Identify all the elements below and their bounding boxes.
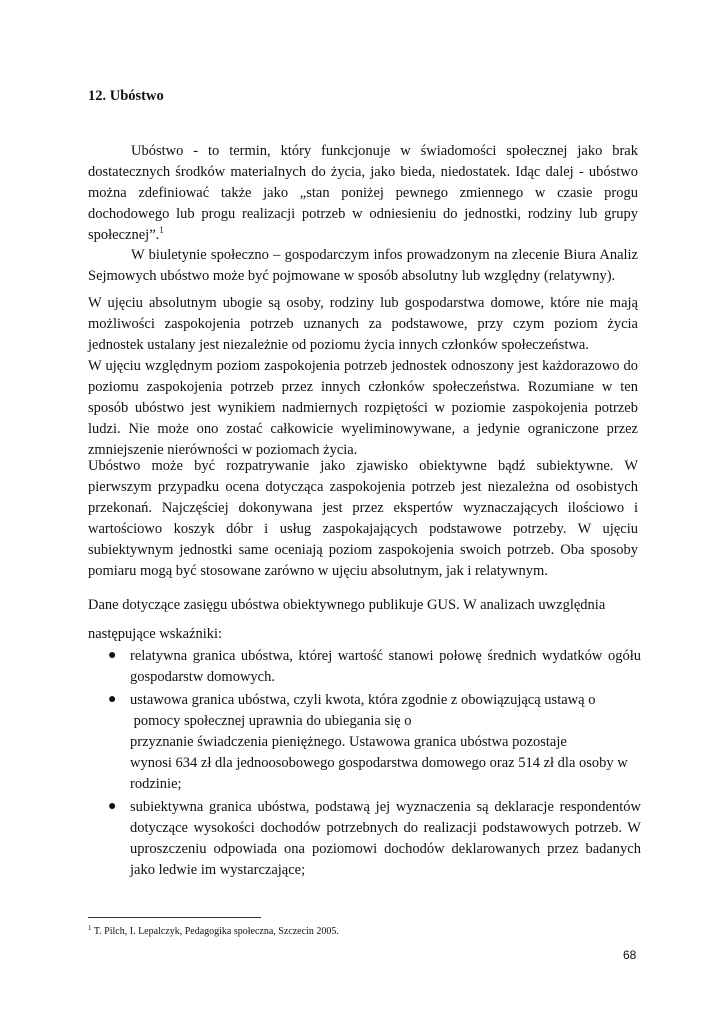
paragraph-definition xyxy=(88,141,638,246)
text-line: jako ledwie im wystarczające; xyxy=(130,862,306,878)
text-line: dostatecznych środków materialnych do życia, jako bieda, niedostatek. Idąc dalej - ubóstwo xyxy=(88,164,638,180)
text-line: Ubóstwo - to termin, który funkcjonuje w świadomości społecznej jako brak xyxy=(131,143,638,159)
text-line xyxy=(88,225,638,246)
text-line: rodzinie; xyxy=(130,776,182,792)
footnote-reference: 1 xyxy=(159,225,164,235)
text-line: dotyczące wysokości dochodów potrzebnych do realizacji podstawowych potrzeb. W xyxy=(130,820,641,836)
text-line: przyznanie świadczenia pieniężnego. Ustawowa granica ubóstwa pozostaje xyxy=(130,734,567,750)
footnote-number: 1 xyxy=(88,924,92,932)
text-line: wartościowo koszyk dóbr i usług zaspokajających podstawowe potrzeby. W ujęciu xyxy=(88,521,638,537)
text-line: jednostek ustalany jest niezależnie od poziomu życia innych członków społeczeństwa. xyxy=(88,337,589,353)
text-line: ludzi. Nie może ono zostać całkowicie wyeliminowywane, a jedynie ograniczone przez xyxy=(88,421,638,437)
text-line: gospodarstw domowych. xyxy=(130,669,275,685)
text-line: pomiaru mogą być stosowane zarówno w ujęciu absolutnym, jak i relatywnym. xyxy=(88,563,548,579)
page-number: 68 xyxy=(623,948,637,962)
text-line: W ujęciu absolutnym ubogie są osoby, rodziny lub gospodarstwa domowe, które nie mają xyxy=(88,295,638,311)
bullet-icon: ● xyxy=(108,692,117,707)
paragraph-relative xyxy=(88,356,638,461)
text-line: relatywna granica ubóstwa, której wartość stanowi połowę średnich wydatków ogółu xyxy=(130,648,641,664)
text-line: uproszczeniu odpowiada ona poziomowi dochodów deklarowanych przez badanych xyxy=(130,841,641,857)
text-span: społecznej”. xyxy=(88,227,160,243)
text-line: następujące wskaźniki: xyxy=(88,626,223,642)
text-line: Ubóstwo może być rozpatrywanie jako zjawisko obiektywne bądź subiektywne. W xyxy=(88,458,638,474)
paragraph-absolute xyxy=(88,293,638,356)
text-line: zmniejszenie nierówności w poziomach życia. xyxy=(88,442,358,458)
text-line: pomocy społecznej uprawnia do ubiegania się o xyxy=(130,713,412,729)
text-line: subiektywnym jednostki same oceniają poziom zaspokojenia swoich potrzeb. Oba sposoby xyxy=(88,542,638,558)
text-line: ustawowa granica ubóstwa, czyli kwota, która zgodnie z obowiązującą ustawą o xyxy=(130,692,596,708)
paragraph-indicators-intro xyxy=(88,624,638,645)
text-line: Dane dotyczące zasięgu ubóstwa obiektywnego publikuje GUS. W analizach uwzględnia xyxy=(88,597,606,613)
text-line: możliwości zaspokojenia potrzeb uznanych za podstawowe, przy czym poziom życia xyxy=(88,316,638,332)
text-line: wynosi 634 zł dla jednoosobowego gospodarstwa domowego oraz 514 zł dla osoby w xyxy=(130,755,628,771)
text-line: W biuletynie społeczno – gospodarczym infos prowadzonym na zlecenie Biura Analiz xyxy=(131,247,638,263)
text-line: sposób ubóstwo jest wynikiem nadmiernych rozpiętości w poziomie zaspokojenia potrzeb xyxy=(88,400,638,416)
text-line: można zdefiniować także jako „stan poniżej pewnego zmiennego w czasie progu xyxy=(88,185,638,201)
list-item xyxy=(88,797,648,881)
text-line: poziomu zaspokojenia potrzeb przez innych członków społeczeństwa. Rozumiane w ten xyxy=(88,379,638,395)
text-line: subiektywna granica ubóstwa, podstawą jej wyznaczenia są deklaracje respondentów xyxy=(130,799,641,815)
footnote-divider xyxy=(88,917,261,918)
text-line: W ujęciu względnym poziom zaspokojenia potrzeb jednostek odnoszony jest każdorazowo do xyxy=(88,358,638,374)
section-heading: 12. Ubóstwo xyxy=(88,88,164,104)
text-line: pierwszym przypadku ocena dotycząca zaspokojenia potrzeb jest niezależna od osobistych xyxy=(88,479,638,495)
paragraph-gus xyxy=(88,595,638,616)
indicators-list xyxy=(88,646,648,881)
paragraph-biuletyn xyxy=(88,245,638,287)
list-item xyxy=(88,690,648,795)
footnote-text: T. Pilch, I. Lepalczyk, Pedagogika społeczna, Szczecin 2005. xyxy=(91,926,339,937)
footnote xyxy=(88,926,339,937)
text-line: Sejmowych ubóstwo może być pojmowane w sposób absolutny lub względny (relatywny). xyxy=(88,268,616,284)
bullet-icon: ● xyxy=(108,648,117,663)
text-line: dochodowego lub progu realizacji potrzeb w odniesieniu do jednostki, rodziny lub grupy xyxy=(88,206,638,222)
text-line: przekonań. Najczęściej dokonywana jest przez ekspertów wyznaczających ilościowo i xyxy=(88,500,638,516)
paragraph-objective-subjective xyxy=(88,456,638,582)
list-item xyxy=(88,646,648,688)
bullet-icon: ● xyxy=(108,799,117,814)
